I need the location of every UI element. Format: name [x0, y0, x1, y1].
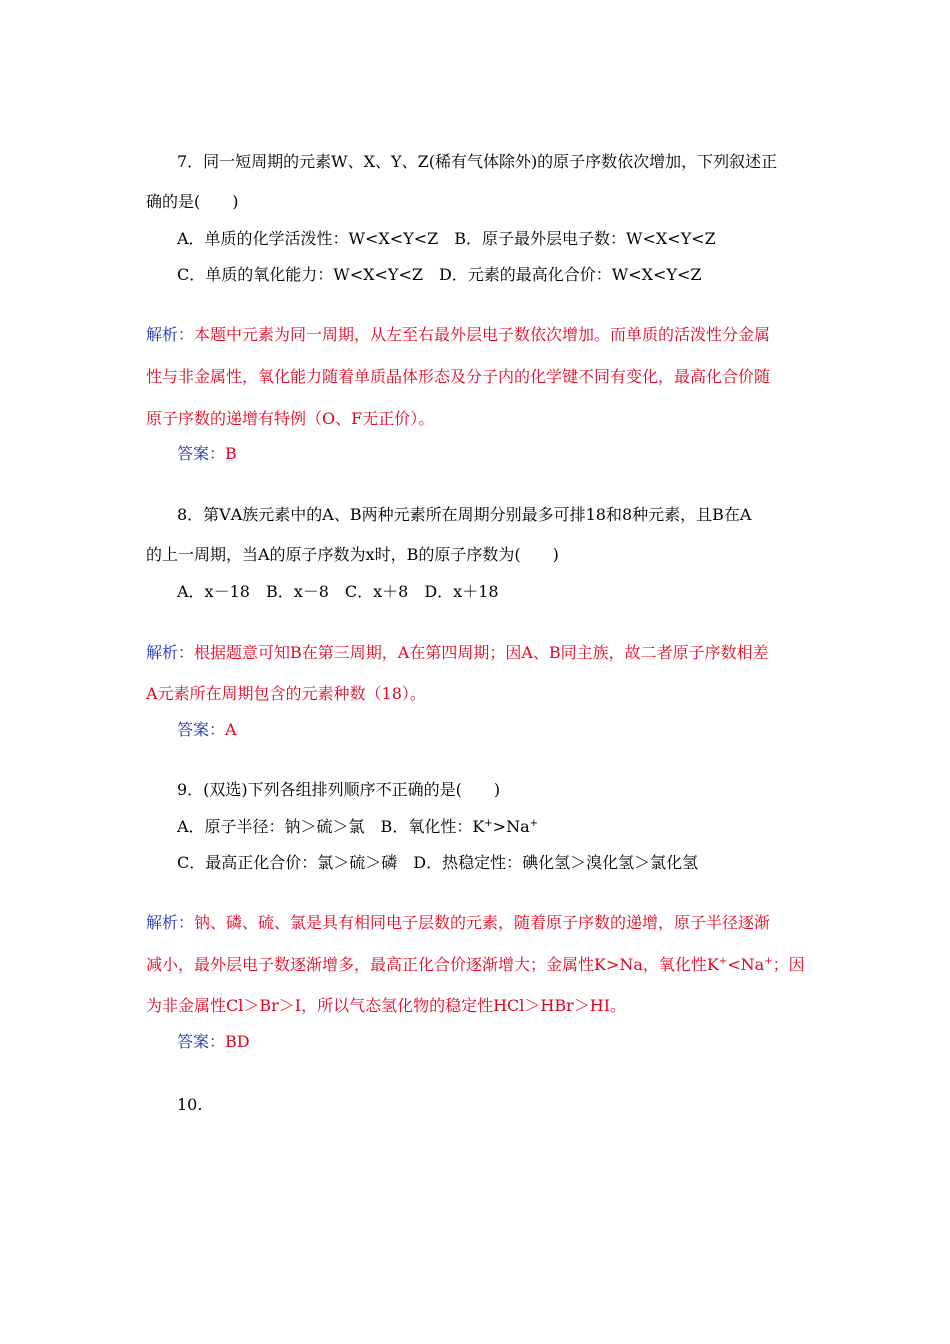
- q9-answer: [177, 1032, 857, 1052]
- q8-stem-line-1: 8．第ⅤA族元素中的A、B两种元素所在周期分别最多可排18和8种元素，且B在A: [177, 505, 752, 524]
- q9-analysis-2-mid: <Na: [727, 955, 765, 974]
- q8-answer-value: A: [225, 720, 237, 739]
- q9-analysis-line-2: [146, 955, 826, 975]
- q9-analysis-2-pre: 减小，最外层电子数逐渐增多，最高正化合价逐渐增大；金属性K>Na，氧化性K: [146, 955, 719, 974]
- q7-answer-label: 答案：: [177, 444, 226, 463]
- q9-options-ab: [177, 817, 857, 837]
- q8-answer-label: 答案：: [177, 720, 226, 739]
- q9-analysis-2-post: ；因: [772, 955, 805, 974]
- q7-stem-line-2: 确的是( ): [146, 192, 239, 211]
- q9-analysis-label: 解析：: [146, 913, 195, 932]
- q8-options: A．x－18 B．x－8 C．x＋8 D．x＋18: [177, 582, 499, 601]
- q8-analysis-line-1: [146, 643, 826, 663]
- q7-answer: [177, 444, 857, 464]
- q7-analysis-line-1: [146, 325, 826, 345]
- q7-analysis-label: 解析：: [146, 325, 195, 344]
- q9-opt-ab-mid: >Na: [492, 817, 530, 836]
- q9-stem-line-1: 9．(双选)下列各组排列顺序不正确的是( ): [177, 780, 501, 799]
- q7-answer-value: B: [225, 444, 237, 463]
- q8-answer: [177, 720, 857, 740]
- q9-analysis-2-sup-2: +: [764, 956, 773, 967]
- q9-opt-ab-pre: A．原子半径：钠＞硫＞氯 B．氧化性：K: [177, 817, 485, 836]
- q10-stem: 10.: [177, 1095, 203, 1114]
- q7-options-ab: A．单质的化学活泼性：W<X<Y<Z B．原子最外层电子数：W<X<Y<Z: [177, 229, 716, 248]
- q9-analysis-text-1: 钠、磷、硫、氯是具有相同电子层数的元素，随着原子序数的递增，原子半径逐渐: [194, 913, 771, 932]
- q9-answer-label: 答案：: [177, 1032, 226, 1051]
- q7-analysis-line-2: 性与非金属性，氧化能力随着单质晶体形态及分子内的化学键不同有变化，最高化合价随: [146, 367, 771, 386]
- q9-opt-ab-sup-1: +: [484, 818, 493, 829]
- q8-analysis-line-2: A元素所在周期包含的元素种数（18）。: [146, 684, 426, 703]
- q8-stem-line-2: 的上一周期，当A的原子序数为x时，B的原子序数为( ): [146, 545, 559, 564]
- q9-analysis-line-3: 为非金属性Cl＞Br＞I，所以气态氢化物的稳定性HCl＞HBr＞HI。: [146, 996, 627, 1015]
- q8-analysis-text-1: 根据题意可知B在第三周期，A在第四周期；因A、B同主族，故二者原子序数相差: [194, 643, 769, 662]
- q9-analysis-2-sup-1: +: [718, 956, 728, 967]
- q9-opt-ab-sup-2: +: [529, 818, 539, 829]
- q7-stem-line-1: 7．同一短周期的元素W、X、Y、Z(稀有气体除外)的原子序数依次增加，下列叙述正: [177, 152, 778, 171]
- q9-analysis-line-1: [146, 913, 826, 933]
- q8-analysis-label: 解析：: [146, 643, 195, 662]
- q9-options-cd: C．最高正化合价：氯＞硫＞磷 D．热稳定性：碘化氢＞溴化氢＞氯化氢: [177, 853, 699, 872]
- q7-analysis-line-3: 原子序数的递增有特例（O、F无正价）。: [146, 409, 435, 428]
- q7-options-cd: C．单质的氧化能力：W<X<Y<Z D．元素的最高化合价：W<X<Y<Z: [177, 265, 702, 284]
- q7-analysis-text-1: 本题中元素为同一周期，从左至右最外层电子数依次增加。而单质的活泼性分金属: [194, 325, 771, 344]
- q9-answer-value: BD: [225, 1032, 250, 1051]
